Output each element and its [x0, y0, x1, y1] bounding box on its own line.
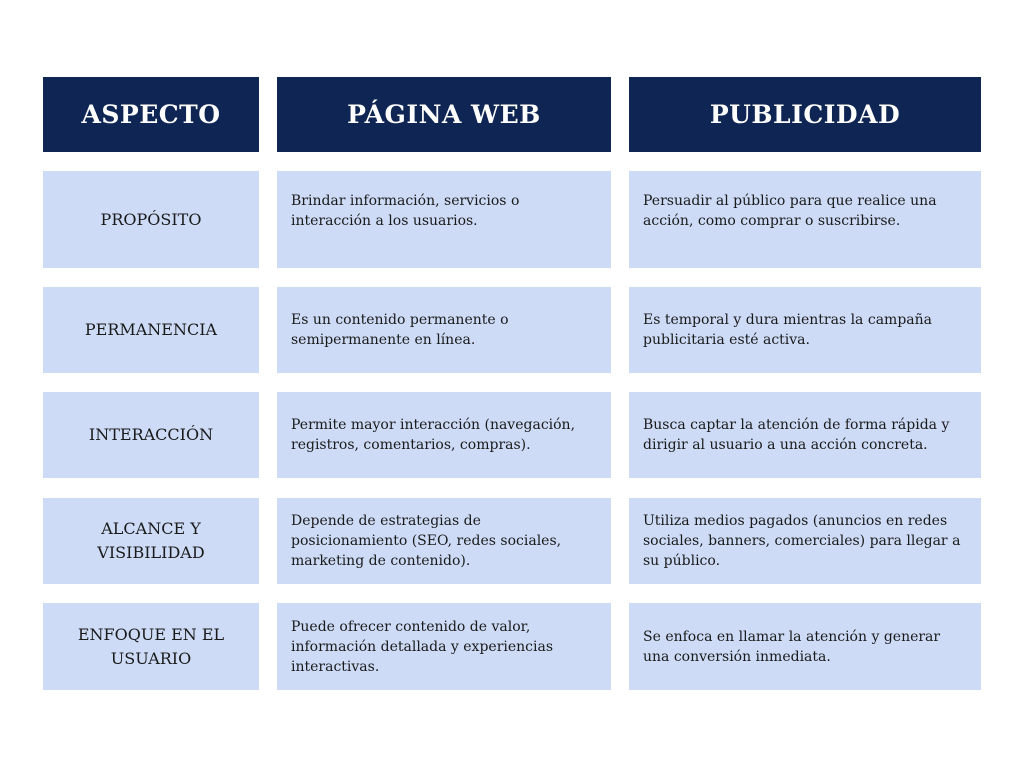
pagina-web-text: Brindar información, servicios o interacción a los usuarios.	[291, 192, 520, 229]
aspecto-label: ALCANCE Y VISIBILIDAD	[97, 519, 205, 562]
row-proposito-pagina-web	[277, 171, 611, 268]
header-aspecto	[43, 77, 259, 152]
aspecto-label: PERMANENCIA	[84, 320, 218, 339]
pagina-web-text: Es un contenido permanente o semipermanente en línea.	[291, 312, 509, 348]
row-proposito-publicidad	[629, 171, 981, 268]
publicidad-text: Utiliza medios pagados (anuncios en redes sociales, banners, comerciales) para llegar a su público.	[643, 513, 961, 569]
row-enfoque-aspecto	[43, 603, 259, 690]
row-alcance-publicidad	[629, 498, 981, 584]
publicidad-text: Busca captar la atención de forma rápida y dirigir al usuario a una acción concreta.	[643, 417, 950, 453]
row-permanencia-publicidad	[629, 287, 981, 373]
row-permanencia-pagina-web	[277, 287, 611, 373]
row-alcance-aspecto	[43, 498, 259, 584]
pagina-web-text: Permite mayor interacción (navegación, registros, comentarios, compras).	[291, 417, 576, 453]
row-interaccion-publicidad	[629, 392, 981, 478]
header-aspecto-label: ASPECTO	[81, 100, 221, 129]
row-alcance-pagina-web	[277, 498, 611, 584]
header-publicidad-label: PUBLICIDAD	[709, 100, 901, 129]
publicidad-text: Persuadir al público para que realice una acción, como comprar o suscribirse.	[643, 192, 937, 229]
header-pagina-web	[277, 77, 611, 152]
row-enfoque-pagina-web	[277, 603, 611, 690]
row-proposito-aspecto	[43, 171, 259, 268]
aspecto-label: PROPÓSITO	[100, 209, 202, 229]
header-publicidad	[629, 77, 981, 152]
pagina-web-text: Puede ofrecer contenido de valor, información detallada y experiencias interactivas.	[291, 618, 554, 675]
publicidad-text: Es temporal y dura mientras la campaña publicitaria esté activa.	[643, 312, 932, 348]
aspecto-label: ENFOQUE EN EL USUARIO	[77, 624, 225, 668]
pagina-web-text: Depende de estrategias de posicionamiento (SEO, redes sociales, marketing de contenido).	[291, 513, 562, 569]
row-enfoque-publicidad	[629, 603, 981, 690]
row-permanencia-aspecto	[43, 287, 259, 373]
header-pagina-web-label: PÁGINA WEB	[347, 100, 541, 129]
publicidad-text: Se enfoca en llamar la atención y generar una conversión inmediata.	[643, 628, 941, 665]
aspecto-label: INTERACCIÓN	[88, 425, 214, 444]
row-interaccion-aspecto	[43, 392, 259, 478]
row-interaccion-pagina-web	[277, 392, 611, 478]
